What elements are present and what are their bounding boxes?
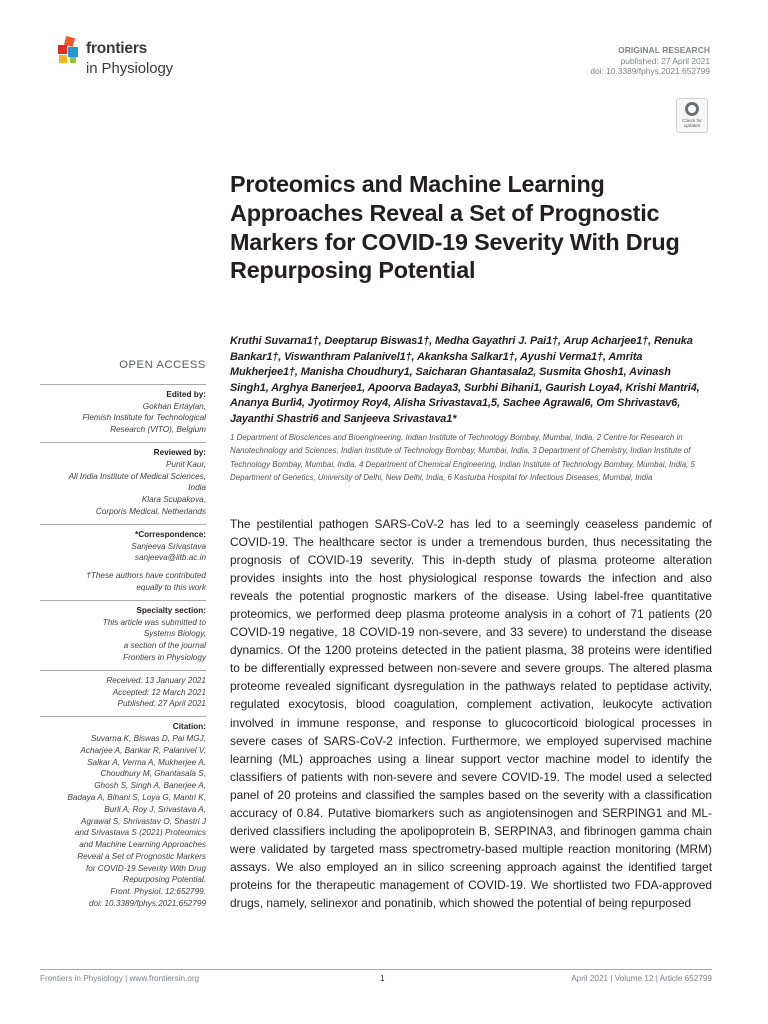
citation-line: Acharjee A, Bankar R, Palanivel V, bbox=[80, 745, 206, 755]
open-access-label: OPEN ACCESS bbox=[119, 359, 206, 371]
equal-contribution-note: equally to this work bbox=[136, 582, 206, 592]
article-type: ORIGINAL RESEARCH bbox=[618, 45, 710, 55]
frontiers-logo-icon bbox=[56, 36, 84, 66]
footer-journal[interactable]: Frontiers in Physiology | www.frontiersin.org bbox=[40, 974, 200, 983]
specialty-line: Frontiers in Physiology bbox=[123, 652, 206, 662]
citation-line: and Machine Learning Approaches bbox=[79, 840, 206, 850]
footer-divider bbox=[40, 969, 712, 970]
citation-line: for COVID-19 Severity With Drug bbox=[85, 863, 206, 873]
article-meta bbox=[590, 45, 710, 77]
published-date: published: 27 April 2021 bbox=[620, 55, 710, 66]
editor-line: Research (VITO), Belgium bbox=[110, 425, 206, 435]
specialty-heading: Specialty section: bbox=[136, 605, 206, 615]
citation-line: and Srivastava S (2021) Proteomics bbox=[74, 828, 206, 838]
citation-line: Salkar A, Verma A, Mukherjee A, bbox=[87, 757, 206, 767]
citation-line: Choudhury M, Ghantasala S, bbox=[100, 769, 206, 779]
citation-line: Badaya A, Bihani S, Loya G, Mantri K, bbox=[67, 792, 206, 802]
correspondence-name: Sanjeeva Srivastava bbox=[131, 541, 206, 551]
reviewer-line: Klara Scupakova, bbox=[141, 495, 206, 505]
reviewer-line: Corporis Medical, Netherlands bbox=[95, 506, 206, 516]
citation-text bbox=[40, 733, 206, 910]
badge-text-line1: Check for bbox=[682, 118, 702, 123]
correspondence-section bbox=[40, 524, 206, 594]
specialty-section bbox=[40, 600, 206, 664]
logo-text-journal: in Physiology bbox=[86, 60, 174, 77]
specialty-line: Systems Biology, bbox=[143, 629, 206, 639]
citation-line: Front. Physiol. 12:652799. bbox=[110, 887, 206, 897]
edited-by-heading: Edited by: bbox=[166, 389, 206, 399]
reviewer-line: India bbox=[188, 483, 206, 493]
citation-line: Ghosh S, Singh A, Banerjee A, bbox=[94, 781, 206, 791]
author-list: Kruthi Suvarna1†, Deeptarup Biswas1†, Medha Gayathri J. Pai1†, Arup Acharjee1†, Renuka Bankar1†, Viswanthram Palanivel1†, Akanksha Salkar1†, Ayushi Verma1†, Amrita Mukherjee1†, Manisha Choudhury1, Saicharan Ghantasala2, Susmita Ghosh1, Avinash Singh1, Arghya Banerjee1, Apoorva Badaya3, Surbhi Bihani1, Gaurish Loya4, Krishi Mantri4, Ananya Burli4, Jyotirmoy Roy4, Alisha Srivastava1,5, Sachee Agrawal6, Om Shrivastav6, Jayanthi Shastri6 and Sanjeeva Srivastava1* bbox=[230, 335, 700, 425]
journal-logo bbox=[56, 32, 206, 82]
citation-line: doi: 10.3389/fphys.2021.652799 bbox=[89, 899, 206, 909]
citation-line: Repurposing Potential. bbox=[123, 875, 206, 885]
check-updates-icon bbox=[685, 102, 699, 116]
citation-heading: Citation: bbox=[172, 722, 206, 732]
abstract-text: The pestilential pathogen SARS-CoV-2 has led to a seemingly ceaseless pandemic of COVID-19. The healthcare sector is under a tremendous burden, thus necessitating the prognosis of COVID-19 severity. This in-depth study of plasma proteome alteration provides insights into the host physiological response towards the infection and also reveals the potential prognostic markers of the disease. Using label-free quantitative proteomics, we performed deep plasma proteome analysis in a cohort of 71 patients (20 COVID-19 negative, 18 COVID-19 non-severe, and 33 severe) to understand the disease dynamics. Of the 1200 proteins detected in the patient plasma, 38 proteins were identified to be differentially expressed between non-severe and severe groups. The altered plasma proteome revealed significant dysregulation in the pathways related to peptidase activity, regulated exocytosis, blood coagulation, complement activation, leukocyte activation involved in immune response, and response to glucocorticoid biological processes in severe cases of SARS-CoV-2 infection. Furthermore, we employed supervised machine learning (ML) approaches using a linear support vector machine model to identify the classifiers of patients with non-severe and severe COVID-19. The model used a selected panel of 20 proteins and classified the samples based on the severity with a classification accuracy of 0.84. Putative biomarkers such as angiotensinogen and SERPING1 and ML-derived classifiers including the apolipoprotein B, SERPINA3, and fibrinogen gamma chain were validated by targeted mass spectrometry-based multiple reaction monitoring (MRM) assays. We also employed an in silico screening approach against the identified target proteins for the therapeutic management of COVID-19. We shortlisted two FDA-approved drugs, namely, selinexor and ponatinib, which showed the potential of being repurposed bbox=[230, 517, 712, 910]
editor-line: Flemish Institute for Technological bbox=[82, 413, 206, 423]
editor-line: Gokhan Ertaylan, bbox=[142, 401, 206, 411]
citation-line: Reveal a Set of Prognostic Markers bbox=[77, 851, 206, 861]
affiliations: 1 Department of Biosciences and Bioengineering, Indian Institute of Technology Bombay, Mumbai, India, 2 Centre for Research in Nanotechnology and Sciences, Indian Institute of Technology Bombay, Mumbai, India, 3 Department of Chemistry, Indian Institute of Technology Bombay, Mumbai, India, 4 Department of Chemical Engineering, Indian Institute of Technology Bombay, Mumbai, India, 5 Department of Genetics, University of Delhi, New Delhi, India, 6 Kasturba Hospital for Infectious Diseases, Mumbai, India bbox=[230, 433, 695, 483]
accepted-date: Accepted: 12 March 2021 bbox=[112, 687, 206, 697]
dates-section bbox=[40, 670, 206, 710]
published-date-sidebar: Published: 27 April 2021 bbox=[117, 699, 206, 709]
edited-by-section bbox=[40, 384, 206, 436]
correspondence-email[interactable]: sanjeeva@iitb.ac.in bbox=[134, 553, 206, 563]
citation-section bbox=[40, 716, 206, 910]
check-for-updates-badge[interactable] bbox=[676, 98, 708, 133]
reviewer-line: Punit Kaur, bbox=[165, 459, 206, 469]
article-title: Proteomics and Machine Learning Approaches Reveal a Set of Prognostic Markers for COVID-19 Severity With Drug Repurposing Potential bbox=[230, 171, 680, 284]
footer-issue: April 2021 | Volume 12 | Article 652799 bbox=[571, 974, 712, 983]
page-number: 1 bbox=[380, 974, 385, 983]
specialty-line: This article was submitted to bbox=[102, 617, 206, 627]
article-sidebar bbox=[40, 360, 206, 910]
correspondence-heading: *Correspondence: bbox=[135, 529, 206, 539]
citation-line: Burli A, Roy J, Srivastava A, bbox=[104, 804, 206, 814]
reviewed-by-heading: Reviewed by: bbox=[153, 447, 206, 457]
received-date: Received: 13 January 2021 bbox=[106, 675, 206, 685]
citation-line: Suvarna K, Biswas D, Pai MGJ, bbox=[90, 733, 206, 743]
reviewer-line: All India Institute of Medical Sciences, bbox=[68, 471, 206, 481]
reviewed-by-section bbox=[40, 442, 206, 518]
specialty-line: a section of the journal bbox=[123, 641, 206, 651]
logo-text-frontiers: frontiers bbox=[86, 40, 148, 57]
article-doi[interactable]: doi: 10.3389/fphys.2021.652799 bbox=[590, 66, 710, 77]
equal-contribution-note: †These authors have contributed bbox=[86, 571, 206, 581]
badge-text-line2: updates bbox=[683, 123, 701, 129]
citation-line: Agrawal S, Shrivastav O, Shastri J bbox=[80, 816, 206, 826]
